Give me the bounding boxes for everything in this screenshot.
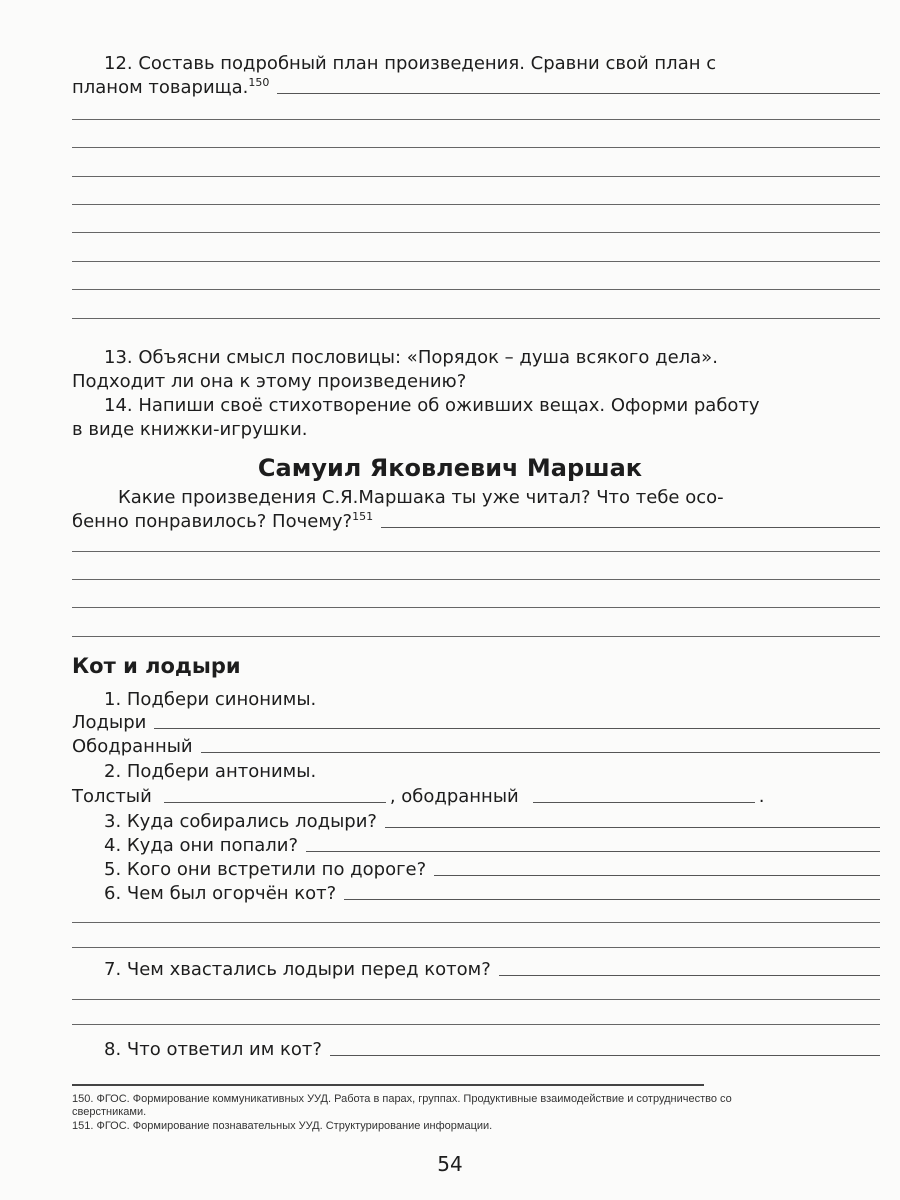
q12-text: 12. Составь подробный план произведения. Сравни свой план с	[104, 53, 717, 74]
answer-line[interactable]	[344, 899, 880, 900]
answer-line[interactable]	[72, 232, 880, 233]
answer-line[interactable]	[72, 922, 880, 923]
footnote-divider	[72, 1084, 704, 1086]
synonym-2: Ободранный	[72, 733, 880, 757]
antonyms: Толстый , ободранный .	[72, 786, 765, 807]
page-number: 54	[437, 1152, 463, 1176]
answer-line[interactable]	[72, 204, 880, 205]
answer-line[interactable]	[277, 93, 880, 94]
answer-blank[interactable]	[533, 784, 755, 803]
answer-line[interactable]	[72, 289, 880, 290]
q14-line1: 14. Напиши своё стихотворение об оживших вещах. Оформи работу	[104, 395, 760, 416]
answer-line[interactable]	[72, 999, 880, 1000]
answer-line[interactable]	[154, 728, 880, 729]
author-heading: Самуил Яковлевич Маршак	[257, 454, 643, 482]
q14-line2: в виде книжки-игрушки.	[72, 419, 308, 440]
task-1: 1. Подбери синонимы.	[104, 689, 317, 710]
answer-blank[interactable]	[164, 784, 386, 803]
intro-line1: Какие произведения С.Я.Маршака ты уже читал? Что тебе осо-	[118, 487, 724, 508]
answer-line[interactable]	[72, 947, 880, 948]
intro-line2: бенно понравилось? Почему?$^{151}$	[72, 508, 880, 532]
task-5: 5. Кого они встретили по дороге?	[72, 856, 880, 880]
q12-text2: планом товарища.$^{150}$	[72, 76, 270, 98]
answer-line[interactable]	[72, 147, 880, 148]
answer-line[interactable]	[381, 527, 880, 528]
answer-line[interactable]	[72, 119, 880, 120]
synonym-1: Лодыри	[72, 709, 880, 733]
task-2: 2. Подбери антонимы.	[104, 761, 317, 782]
task-4: 4. Куда они попали?	[72, 832, 880, 856]
q13-line2: Подходит ли она к этому произведению?	[72, 371, 467, 392]
task-8: 8. Что ответил им кот?	[72, 1036, 880, 1060]
task-7: 7. Чем хвастались лодыри перед котом?	[72, 956, 880, 980]
footnote-150-cont: сверстниками.	[72, 1106, 147, 1118]
answer-line[interactable]	[72, 579, 880, 580]
task-6: 6. Чем был огорчён кот?	[72, 880, 880, 904]
q12-line1	[72, 50, 880, 74]
answer-line[interactable]	[499, 975, 880, 976]
answer-line[interactable]	[72, 261, 880, 262]
answer-line[interactable]	[434, 875, 880, 876]
answer-line[interactable]	[72, 318, 880, 319]
footnote-151: 151. ФГОС. Формирование познавательных УУД. Структурирование информации.	[72, 1120, 493, 1132]
answer-line[interactable]	[72, 636, 880, 637]
q13-line1: 13. Объясни смысл пословицы: «Порядок – душа всякого дела».	[104, 347, 718, 368]
answer-line[interactable]	[330, 1055, 880, 1056]
footnote-150: 150. ФГОС. Формирование коммуникативных УУД. Работа в парах, группах. Продуктивные взаимодействие и сотрудничество со	[72, 1093, 732, 1105]
task-3: 3. Куда собирались лодыри?	[72, 808, 880, 832]
q12-line2	[72, 74, 880, 98]
answer-line[interactable]	[306, 851, 880, 852]
answer-line[interactable]	[72, 607, 880, 608]
answer-line[interactable]	[72, 1024, 880, 1025]
answer-line[interactable]	[72, 176, 880, 177]
section-heading: Кот и лодыри	[72, 654, 241, 678]
answer-line[interactable]	[385, 827, 880, 828]
answer-line[interactable]	[72, 551, 880, 552]
answer-line[interactable]	[201, 752, 880, 753]
